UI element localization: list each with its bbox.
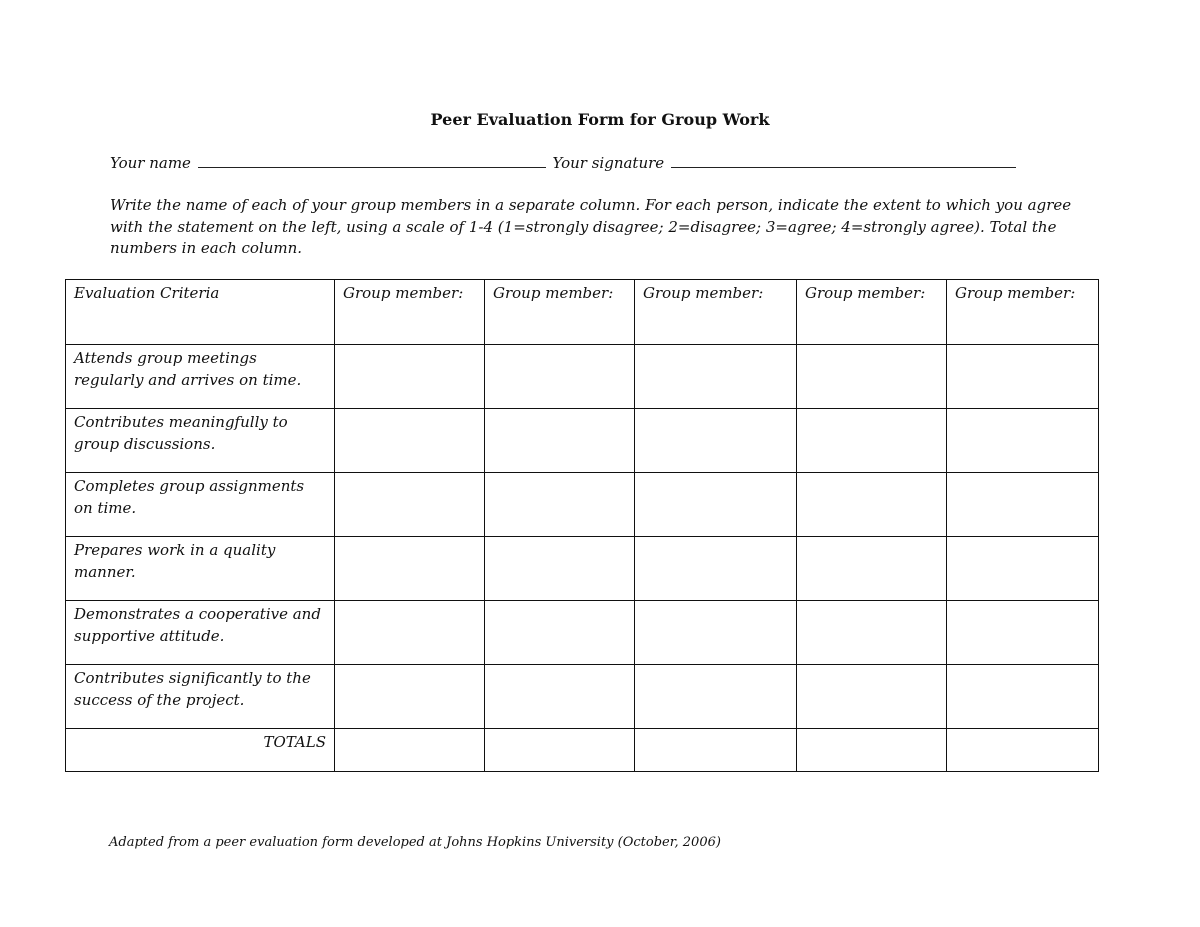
score-cell[interactable]	[947, 473, 1099, 537]
score-cell[interactable]	[947, 345, 1099, 409]
header-group-member-2[interactable]: Group member:	[485, 280, 635, 345]
header-group-member-4[interactable]: Group member:	[797, 280, 947, 345]
score-cell[interactable]	[635, 665, 797, 729]
totals-row	[66, 729, 1099, 772]
score-cell[interactable]	[797, 665, 947, 729]
total-cell[interactable]	[635, 729, 797, 772]
header-group-member-3[interactable]: Group member:	[635, 280, 797, 345]
header-group-member-1[interactable]: Group member:	[335, 280, 485, 345]
criteria-cell: Completes group assignments on time.	[66, 473, 335, 537]
form-title: Peer Evaluation Form for Group Work	[430, 110, 770, 129]
criteria-cell: Contributes significantly to the success of the project.	[66, 665, 335, 729]
score-cell[interactable]	[335, 601, 485, 665]
score-cell[interactable]	[485, 665, 635, 729]
instructions-text: Write the name of each of your group members in a separate column. For each person, indicate the extent to which you agree with the statement on the left, using a scale of 1-4 (1=strongly disagree; 2=disagree; 3=agree; 4=strongly agree). Total the numbers in each column.	[110, 196, 1072, 257]
score-cell[interactable]	[335, 537, 485, 601]
table-row	[66, 537, 1099, 601]
criteria-cell: Demonstrates a cooperative and supportive attitude.	[66, 601, 335, 665]
footer-attribution: Adapted from a peer evaluation form developed at Johns Hopkins University (October, 2006)	[109, 835, 721, 850]
table-header-row	[66, 280, 1099, 345]
criteria-cell: Prepares work in a quality manner.	[66, 537, 335, 601]
score-cell[interactable]	[947, 601, 1099, 665]
score-cell[interactable]	[635, 601, 797, 665]
total-cell[interactable]	[947, 729, 1099, 772]
score-cell[interactable]	[485, 601, 635, 665]
score-cell[interactable]	[635, 537, 797, 601]
table-row	[66, 601, 1099, 665]
score-cell[interactable]	[335, 409, 485, 473]
header-evaluation-criteria: Evaluation Criteria	[66, 280, 335, 345]
name-signature-line	[110, 153, 1070, 172]
evaluation-table	[65, 279, 1099, 772]
score-cell[interactable]	[947, 537, 1099, 601]
score-cell[interactable]	[797, 601, 947, 665]
signature-label: Your signature	[552, 154, 665, 172]
score-cell[interactable]	[485, 537, 635, 601]
score-cell[interactable]	[485, 409, 635, 473]
score-cell[interactable]	[797, 409, 947, 473]
score-cell[interactable]	[635, 409, 797, 473]
total-cell[interactable]	[797, 729, 947, 772]
table-row	[66, 345, 1099, 409]
name-blank-field[interactable]	[198, 153, 546, 168]
score-cell[interactable]	[797, 537, 947, 601]
table-row	[66, 473, 1099, 537]
table-row	[66, 409, 1099, 473]
score-cell[interactable]	[947, 665, 1099, 729]
score-cell[interactable]	[335, 665, 485, 729]
score-cell[interactable]	[485, 473, 635, 537]
signature-blank-field[interactable]	[671, 153, 1016, 168]
criteria-cell: Contributes meaningfully to group discussions.	[66, 409, 335, 473]
total-cell[interactable]	[485, 729, 635, 772]
totals-label: TOTALS	[66, 729, 335, 772]
score-cell[interactable]	[485, 345, 635, 409]
score-cell[interactable]	[335, 473, 485, 537]
criteria-cell: Attends group meetings regularly and arrives on time.	[66, 345, 335, 409]
total-cell[interactable]	[335, 729, 485, 772]
score-cell[interactable]	[797, 473, 947, 537]
score-cell[interactable]	[635, 345, 797, 409]
table-row	[66, 665, 1099, 729]
score-cell[interactable]	[797, 345, 947, 409]
name-label: Your name	[110, 154, 191, 172]
header-group-member-5[interactable]: Group member:	[947, 280, 1099, 345]
score-cell[interactable]	[947, 409, 1099, 473]
score-cell[interactable]	[635, 473, 797, 537]
score-cell[interactable]	[335, 345, 485, 409]
